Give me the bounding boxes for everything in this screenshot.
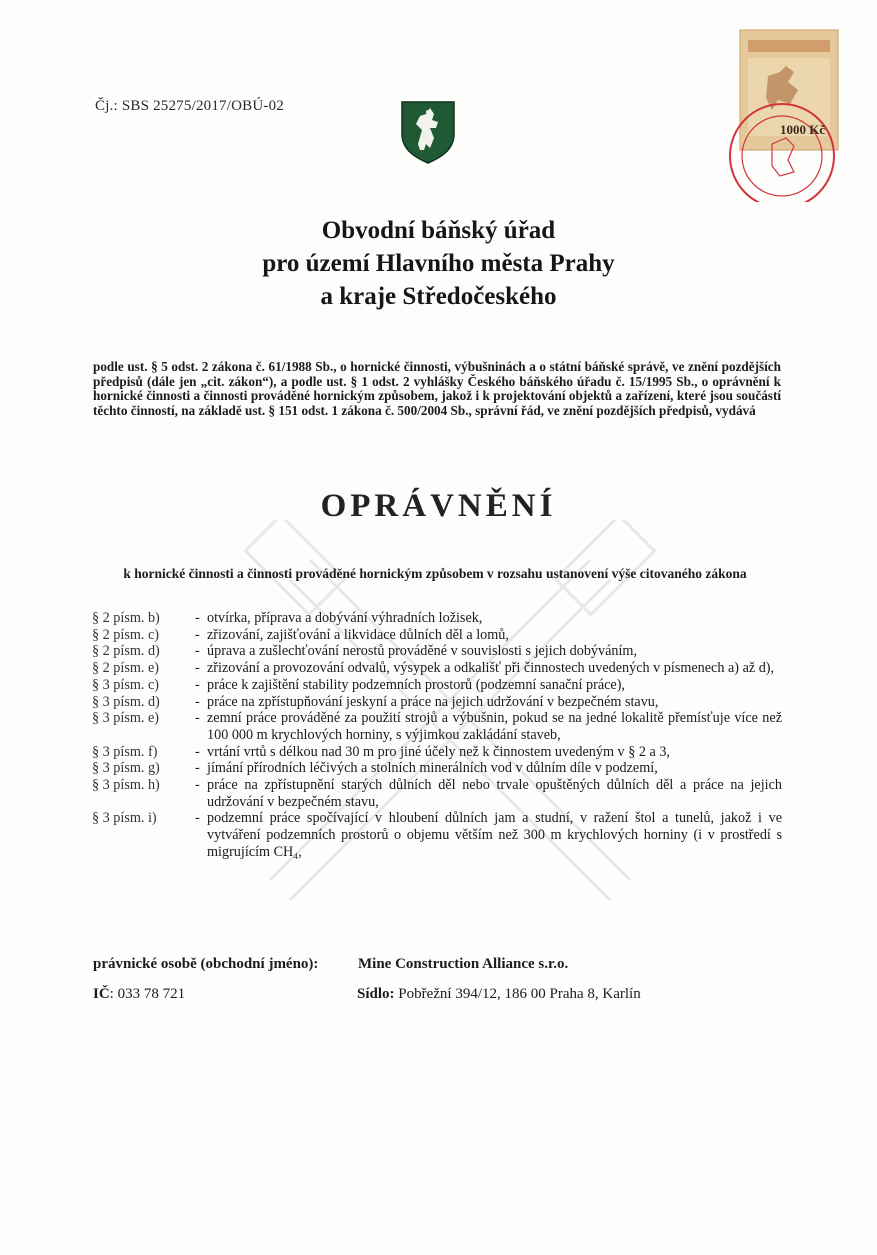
revenue-stamp-icon — [728, 26, 846, 202]
reference-number: Čj.: SBS 25275/2017/OBÚ-02 — [95, 98, 284, 114]
item-text: otvírka, příprava a dobývání výhradních ložisek, — [207, 610, 483, 626]
item-text: práce na zpřístupnění starých důlních děl nebo trvale opuštěných důlních děl a práce na jejich udržování v bezpečném stavu, — [207, 777, 782, 810]
item-code: § 3 písm. h) — [92, 777, 160, 794]
item-code: § 3 písm. f) — [92, 743, 158, 760]
document-title: OPRÁVNĚNÍ — [320, 488, 557, 524]
item-text: zemní práce prováděné za použití strojů a výbušnin, pokud se na jedné lokalitě přemísťuje více než 100 000 m krychlových horniny, s výjimkou zakládání staveb, — [207, 710, 782, 743]
list-item: § 3 písm. g) - jímání přírodních léčivých a stolních minerálních vod v důlním díle v podzemí, — [92, 760, 782, 777]
entity-row — [93, 956, 569, 973]
scope-heading: k hornické činnosti a činnosti prováděné hornickým způsobem v rozsahu ustanovení výše citovaného zákona — [123, 566, 747, 581]
list-item: § 3 písm. h) - práce na zpřístupnění starých důlních děl nebo trvale opuštěných důlních děl a práce na jejich udržování v bezpečném stavu, — [92, 777, 782, 810]
list-item: § 2 písm. b) - otvírka, příprava a dobývání výhradních ložisek, — [92, 610, 782, 627]
entity-label: právnické osobě (obchodní jméno): — [93, 956, 319, 972]
item-text: vrtání vrtů s délkou nad 30 m pro jiné účely než k činnostem uvedeným v § 2 a 3, — [207, 743, 670, 760]
item-code: § 2 písm. e) — [92, 660, 159, 677]
item-text: úprava a zušlechťování nerostů prováděné v souvislosti s jejich dobýváním, — [207, 643, 638, 660]
item-text: práce na zpřístupňování jeskyní a práce na jejich udržování v bezpečném stavu, — [207, 693, 659, 710]
item-code: § 3 písm. i) — [92, 810, 157, 827]
authority-line-3: a kraje Středočeského — [320, 283, 557, 310]
issuing-authority — [0, 214, 877, 313]
stamp-value: 1000 Kč — [780, 122, 826, 137]
list-item: § 3 písm. c) - práce k zajištění stability podzemních prostorů (podzemní sanační práce), — [92, 677, 782, 694]
item-text: zřizování, zajišťování a likvidace důlních děl a lomů, — [207, 626, 509, 643]
item-text: podzemní práce spočívající v hloubení důlních jam a studní, v ražení štol a tunelů, jakož i ve vytváření podzemních prostorů o objemu větším než 300 m krychlových horniny (i v prostředí s migrujícím CH₄, — [207, 810, 782, 860]
id-row — [93, 986, 641, 1003]
registered-seat — [357, 986, 641, 1003]
list-item: § 2 písm. e) - zřizování a provozování odvalů, výsypek a odkališť při činnostech uvedených v písmenech a) až d), — [92, 660, 782, 677]
legal-preamble: podle ust. § 5 odst. 2 zákona č. 61/1988 Sb., o hornické činnosti, výbušninách a o státní báňské správě, ve znění pozdějších předpisů (dále jen „cit. zákon“), a podle ust. § 1 odst. 2 vyhlášky Českého báňského úřadu č. 15/1995 Sb., o oprávnění k hornické činnosti a činnosti prováděné hornickým způsobem, jakož i k projektování objektů a zařízení, které jsou součástí těchto činností, na základě ust. § 151 odst. 1 zákona č. 500/2004 Sb., správní řád, ve znění pozdějších předpisů, vydává — [93, 359, 781, 418]
activities-list — [92, 610, 782, 861]
item-code: § 2 písm. d) — [92, 643, 160, 660]
item-text: jímání přírodních léčivých a stolních minerálních vod v důlním díle v podzemí, — [207, 760, 658, 777]
list-item: § 3 písm. f) - vrtání vrtů s délkou nad 30 m pro jiné účely než k činnostem uvedeným v § 2 a 3, — [92, 744, 782, 761]
ic-label: IČ — [93, 986, 110, 1002]
entity-name: Mine Construction Alliance s.r.o. — [358, 956, 569, 972]
item-text: zřizování a provozování odvalů, výsypek a odkališť při činnostech uvedených v písmenech a) až d), — [207, 660, 775, 677]
coat-of-arms-icon — [400, 100, 456, 164]
item-code: § 2 písm. b) — [92, 610, 160, 626]
list-item: § 3 písm. e) - zemní práce prováděné za použití strojů a výbušnin, pokud se na jedné lokalitě přemísťuje více než 100 000 m krychlových horniny, s výjimkou zakládání staveb, — [92, 710, 782, 743]
item-code: § 2 písm. c) — [92, 626, 159, 643]
authority-line-1: Obvodní báňský úřad — [321, 217, 556, 244]
seat-value: Pobřežní 394/12, 186 00 Praha 8, Karlín — [394, 986, 641, 1002]
list-item: § 3 písm. d) - práce na zpřístupňování jeskyní a práce na jejich udržování v bezpečném stavu, — [92, 694, 782, 711]
authority-line-2: pro území Hlavního města Prahy — [262, 250, 615, 277]
list-item: § 2 písm. d) - úprava a zušlechťování nerostů prováděné v souvislosti s jejich dobýváním, — [92, 643, 782, 660]
item-code: § 3 písm. d) — [92, 693, 160, 710]
list-item: § 3 písm. i) - podzemní práce spočívající v hloubení důlních jam a studní, v ražení štol a tunelů, jakož i ve vytváření podzemních prostorů o objemu větším než 300 m krychlových horniny (i v prostředí s migrujícím CH₄, — [92, 810, 782, 860]
item-text: práce k zajištění stability podzemních prostorů (podzemní sanační práce), — [207, 676, 625, 693]
ic-value: : 033 78 721 — [109, 986, 186, 1002]
item-code: § 3 písm. g) — [92, 760, 160, 777]
item-code: § 3 písm. e) — [92, 710, 159, 727]
list-item: § 2 písm. c) - zřizování, zajišťování a likvidace důlních děl a lomů, — [92, 627, 782, 644]
seat-label: Sídlo: — [357, 986, 395, 1002]
item-code: § 3 písm. c) — [92, 676, 159, 693]
